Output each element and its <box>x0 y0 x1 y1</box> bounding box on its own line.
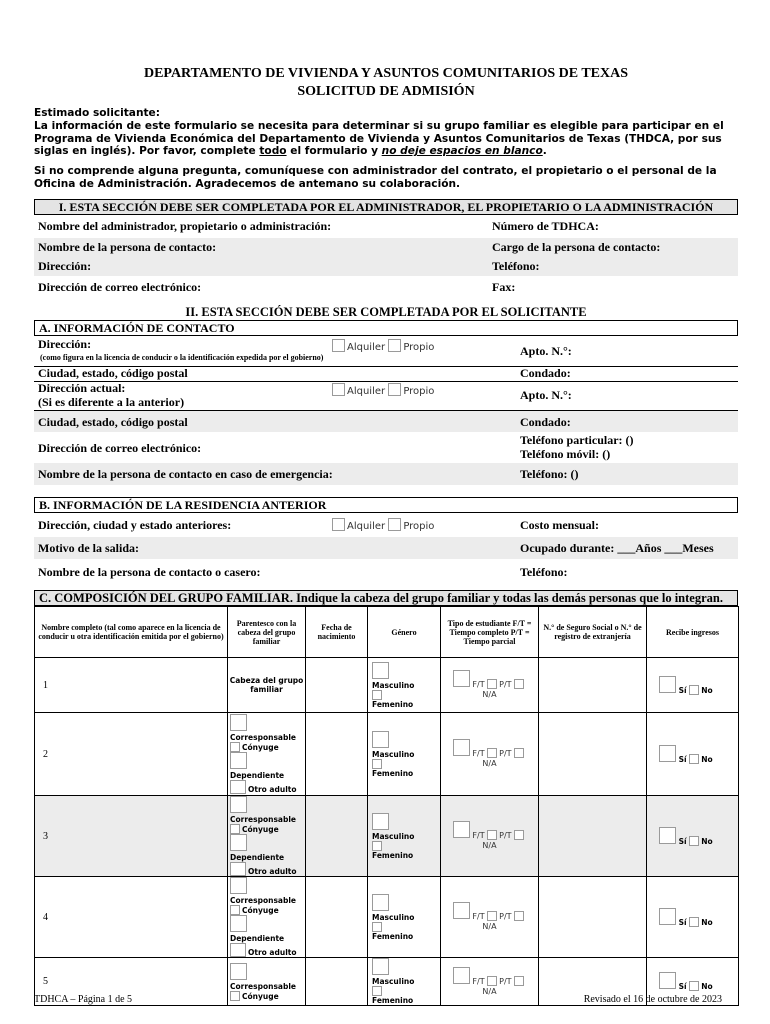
s1-fax-label: Fax: <box>492 280 516 294</box>
s2b-row3 <box>34 561 738 583</box>
na-checkbox[interactable] <box>514 830 524 840</box>
intro-text-a: La información de este formulario se necesita para determinar si su grupo familiar es elegible para participar en el Programa de Vivienda Económica del Departamento de Vivienda y Asuntos Comunitarios de Texas (THDCA, por sus siglas en inglés). Por favor, complete <box>34 119 724 158</box>
own-checkbox[interactable] <box>388 339 401 352</box>
relationship-options: Corresponsable Cónyuge <box>228 963 305 1001</box>
s2b-row2 <box>34 537 738 559</box>
relationship-cell <box>228 958 306 1006</box>
s2-emergency-label: Nombre de la persona de contacto en caso de emergencia: <box>38 467 333 481</box>
s2-city-row <box>34 366 738 382</box>
female-checkbox[interactable] <box>372 841 382 851</box>
income-cell: Sí No <box>647 796 739 877</box>
household-row <box>35 713 739 796</box>
household-row <box>35 796 739 877</box>
income-yes-checkbox[interactable] <box>659 908 676 925</box>
co-head-checkbox[interactable] <box>230 877 247 894</box>
member-number: 4 <box>35 877 228 958</box>
s2-email-row <box>34 432 738 462</box>
admin-name-label: Nombre del administrador, propietario o administración: <box>38 219 332 233</box>
rent-checkbox[interactable] <box>332 339 345 352</box>
prev-rent-checkbox[interactable] <box>332 518 345 531</box>
female-checkbox[interactable] <box>372 759 382 769</box>
ft-checkbox[interactable] <box>453 902 470 919</box>
female-checkbox[interactable] <box>372 986 382 996</box>
document-subtitle: SOLICITUD DE ADMISIÓN <box>297 84 475 99</box>
member-number: 5 <box>35 958 228 1006</box>
s2-address-label: Dirección: <box>38 337 92 351</box>
col-student: Tipo de estudiante F/T = Tiempo completo P/T = Tiempo parcial <box>441 607 539 658</box>
landlord-phone-label: Teléfono: <box>520 565 568 579</box>
income-cell: Sí No <box>647 877 739 958</box>
s2-city-row-2 <box>34 411 738 432</box>
s2-city-label: Ciudad, estado, código postal <box>38 366 188 380</box>
s1-row2 <box>34 238 738 258</box>
dependent-checkbox[interactable] <box>230 915 247 932</box>
section2a-header: A. INFORMACIÓN DE CONTACTO <box>34 320 738 336</box>
s2-current-address-label: Dirección actual: <box>38 381 126 395</box>
member-number: 2 <box>35 713 228 796</box>
col-income: Recibe ingresos <box>647 607 739 658</box>
male-checkbox[interactable] <box>372 662 389 679</box>
gender-cell: Masculino Femenino <box>368 796 441 877</box>
tdhca-number-label: Número de TDHCA: <box>492 219 599 233</box>
s1-address-label: Dirección: <box>38 259 92 273</box>
col-birthdate: Fecha de nacimiento <box>306 607 368 658</box>
s1-phone-label: Teléfono: <box>492 259 540 273</box>
s1-row3 <box>34 258 738 276</box>
relationship-options: Corresponsable Cónyuge Dependiente Otro adulto <box>228 796 305 876</box>
spouse-checkbox[interactable] <box>230 824 240 834</box>
contact-title-label: Cargo de la persona de contacto: <box>492 240 661 254</box>
dependent-checkbox[interactable] <box>230 834 247 851</box>
na-checkbox[interactable] <box>514 911 524 921</box>
dependent-checkbox[interactable] <box>230 752 247 769</box>
student-cell: F/T P/T N/A <box>441 658 539 713</box>
contact-name-label: Nombre de la persona de contacto: <box>38 240 217 254</box>
current-own-checkbox[interactable] <box>388 383 401 396</box>
gender-cell: Masculino Femenino <box>368 877 441 958</box>
birthdate-cell[interactable] <box>306 958 368 1006</box>
s1-row4 <box>34 278 738 298</box>
section2b-header: B. INFORMACIÓN DE LA RESIDENCIA ANTERIOR <box>34 497 738 513</box>
student-cell: F/T P/T N/A <box>441 877 539 958</box>
ft-checkbox[interactable] <box>453 821 470 838</box>
s2-home-phone-label: Teléfono particular: () <box>520 433 634 447</box>
other-adult-checkbox[interactable] <box>230 943 246 957</box>
head-label: Cabeza del grupo familiar <box>229 676 304 694</box>
spouse-checkbox[interactable] <box>230 991 240 1001</box>
s2-tenure-options: Alquiler Propio <box>332 339 434 353</box>
prev-own-checkbox[interactable] <box>388 518 401 531</box>
male-checkbox[interactable] <box>372 813 389 830</box>
relationship-cell <box>228 877 306 958</box>
income-no-checkbox[interactable] <box>689 685 699 695</box>
intro-todo: todo <box>259 145 287 158</box>
ssn-cell[interactable] <box>539 877 647 958</box>
s2-address-note: (como figura en la licencia de conducir o la identificación expedida por el gobierno) <box>40 353 324 362</box>
col-gender: Género <box>368 607 441 658</box>
prev-address-label: Dirección, ciudad y estado anteriores: <box>38 518 232 532</box>
male-checkbox[interactable] <box>372 894 389 911</box>
intro-paragraph-1: Estimado solicitante: La información de este formulario se necesita para determinar si su grupo familiar es elegible para participar en el Programa de Vivienda Económica del Departamento de Vivienda y Asuntos Comunitarios de Texas (THDCA, por sus siglas en inglés). Por favor, complete todo el formulario y no deje espacios en blanco. <box>34 107 738 158</box>
ft-checkbox[interactable] <box>453 670 470 687</box>
pt-checkbox[interactable] <box>487 679 497 689</box>
birthdate-cell[interactable] <box>306 877 368 958</box>
section1-header: I. ESTA SECCIÓN DEBE SER COMPLETADA POR EL ADMINISTRADOR, EL PROPIETARIO O LA ADMINISTRACIÓN <box>34 199 738 215</box>
s2-city-label-2: Ciudad, estado, código postal <box>38 415 188 429</box>
footer-revised: Revisado el 16 de octubre de 2023 <box>583 994 722 1005</box>
other-adult-checkbox[interactable] <box>230 862 246 876</box>
member-number: 1 <box>35 658 228 713</box>
student-cell: F/T P/T N/A <box>441 796 539 877</box>
s2-mobile-phone-label: Teléfono móvil: () <box>520 447 611 461</box>
ssn-cell[interactable] <box>539 713 647 796</box>
monthly-cost-label: Costo mensual: <box>520 518 600 532</box>
birthdate-cell[interactable] <box>306 796 368 877</box>
income-cell: Sí No <box>647 658 739 713</box>
birthdate-cell[interactable] <box>306 713 368 796</box>
s2-apt-label: Apto. N.°: <box>520 344 572 358</box>
greeting: Estimado solicitante: <box>34 107 160 119</box>
s2-address-row <box>34 336 738 367</box>
pt-checkbox[interactable] <box>487 911 497 921</box>
intro-text-b: el formulario y <box>286 145 382 158</box>
s1-row1 <box>34 216 738 238</box>
ft-checkbox[interactable] <box>453 739 470 756</box>
section2c-header: C. COMPOSICIÓN DEL GRUPO FAMILIAR. Indique la cabeza del grupo familiar y todas las demás personas que lo integran. <box>34 590 738 606</box>
spouse-checkbox[interactable] <box>230 905 240 915</box>
na-checkbox[interactable] <box>514 679 524 689</box>
na-checkbox[interactable] <box>514 976 524 986</box>
income-no-checkbox[interactable] <box>689 981 699 991</box>
relationship-options: Corresponsable Cónyuge Dependiente Otro adulto <box>228 877 305 957</box>
na-checkbox[interactable] <box>514 748 524 758</box>
s2-county-label-2: Condado: <box>520 415 571 429</box>
ssn-cell[interactable] <box>539 796 647 877</box>
income-yes-checkbox[interactable] <box>659 972 676 989</box>
household-table <box>34 606 739 1006</box>
section2-header: II. ESTA SECCIÓN DEBE SER COMPLETADA POR EL SOLICITANTE <box>185 305 587 319</box>
co-head-checkbox[interactable] <box>230 714 247 731</box>
col-relationship: Parentesco con la cabeza del grupo familiar <box>228 607 306 658</box>
birthdate-cell[interactable] <box>306 658 368 713</box>
gender-cell: Masculino Femenino <box>368 958 441 1006</box>
household-row <box>35 658 739 713</box>
relationship-cell <box>228 658 306 713</box>
income-yes-checkbox[interactable] <box>659 827 676 844</box>
female-checkbox[interactable] <box>372 922 382 932</box>
application-page <box>34 0 738 1024</box>
female-checkbox[interactable] <box>372 690 382 700</box>
s2-county-label: Condado: <box>520 366 571 380</box>
household-body <box>35 658 739 1006</box>
spouse-checkbox[interactable] <box>230 742 240 752</box>
reason-label: Motivo de la salida: <box>38 541 139 555</box>
landlord-label: Nombre de la persona de contacto o casero: <box>38 565 261 579</box>
col-ssn: N.° de Seguro Social o N.° de registro de extranjería <box>539 607 647 658</box>
relationship-cell <box>228 796 306 877</box>
income-no-checkbox[interactable] <box>689 836 699 846</box>
s2-current-tenure-options: Alquiler Propio <box>332 383 434 397</box>
footer-page: TDHCA – Página 1 de 5 <box>34 994 133 1005</box>
document-title: DEPARTAMENTO DE VIVIENDA Y ASUNTOS COMUNITARIOS DE TEXAS <box>143 66 629 81</box>
member-number: 3 <box>35 796 228 877</box>
relationship-cell <box>228 713 306 796</box>
ft-checkbox[interactable] <box>453 967 470 984</box>
income-yes-checkbox[interactable] <box>659 745 676 762</box>
other-adult-checkbox[interactable] <box>230 780 246 794</box>
ssn-cell[interactable] <box>539 658 647 713</box>
co-head-checkbox[interactable] <box>230 963 247 980</box>
income-no-checkbox[interactable] <box>689 754 699 764</box>
male-checkbox[interactable] <box>372 958 389 975</box>
income-cell: Sí No <box>647 713 739 796</box>
s2-email-label: Dirección de correo electrónico: <box>38 441 202 455</box>
intro-paragraph-2: Si no comprende alguna pregunta, comuníquese con administrador del contrato, el propietario o el personal de la Oficina de Administración. Agradecemos de antemano su colaboración. <box>34 165 717 190</box>
s2-current-address-row <box>34 381 738 411</box>
co-head-checkbox[interactable] <box>230 796 247 813</box>
s2-emergency-phone-label: Teléfono: () <box>520 467 579 481</box>
relationship-options: Corresponsable Cónyuge Dependiente Otro adulto <box>228 714 305 794</box>
household-header-row <box>35 607 739 658</box>
occupied-label: Ocupado durante: ___Años ___Meses <box>520 541 714 555</box>
pt-checkbox[interactable] <box>487 830 497 840</box>
household-row <box>35 877 739 958</box>
pt-checkbox[interactable] <box>487 976 497 986</box>
gender-cell: Masculino Femenino <box>368 658 441 713</box>
s2b-row1 <box>34 514 738 536</box>
male-checkbox[interactable] <box>372 731 389 748</box>
student-cell: F/T P/T N/A <box>441 713 539 796</box>
s1-email-label: Dirección de correo electrónico: <box>38 280 202 294</box>
prev-tenure-options: Alquiler Propio <box>332 518 434 532</box>
intro-no-blank: no deje espacios en blanco <box>381 145 543 158</box>
col-name: Nombre completo (tal como aparece en la licencia de conducir u otra identificación emitida por el gobierno) <box>35 607 228 658</box>
income-yes-checkbox[interactable] <box>659 676 676 693</box>
s2-current-apt-label: Apto. N.°: <box>520 388 572 402</box>
gender-cell: Masculino Femenino <box>368 713 441 796</box>
current-rent-checkbox[interactable] <box>332 383 345 396</box>
income-no-checkbox[interactable] <box>689 917 699 927</box>
s2-current-note: (Si es diferente a la anterior) <box>38 395 185 409</box>
pt-checkbox[interactable] <box>487 748 497 758</box>
student-cell: F/T P/T N/A <box>441 958 539 1006</box>
income-cell: Sí No <box>647 958 739 1006</box>
s2-emergency-row <box>34 463 738 485</box>
